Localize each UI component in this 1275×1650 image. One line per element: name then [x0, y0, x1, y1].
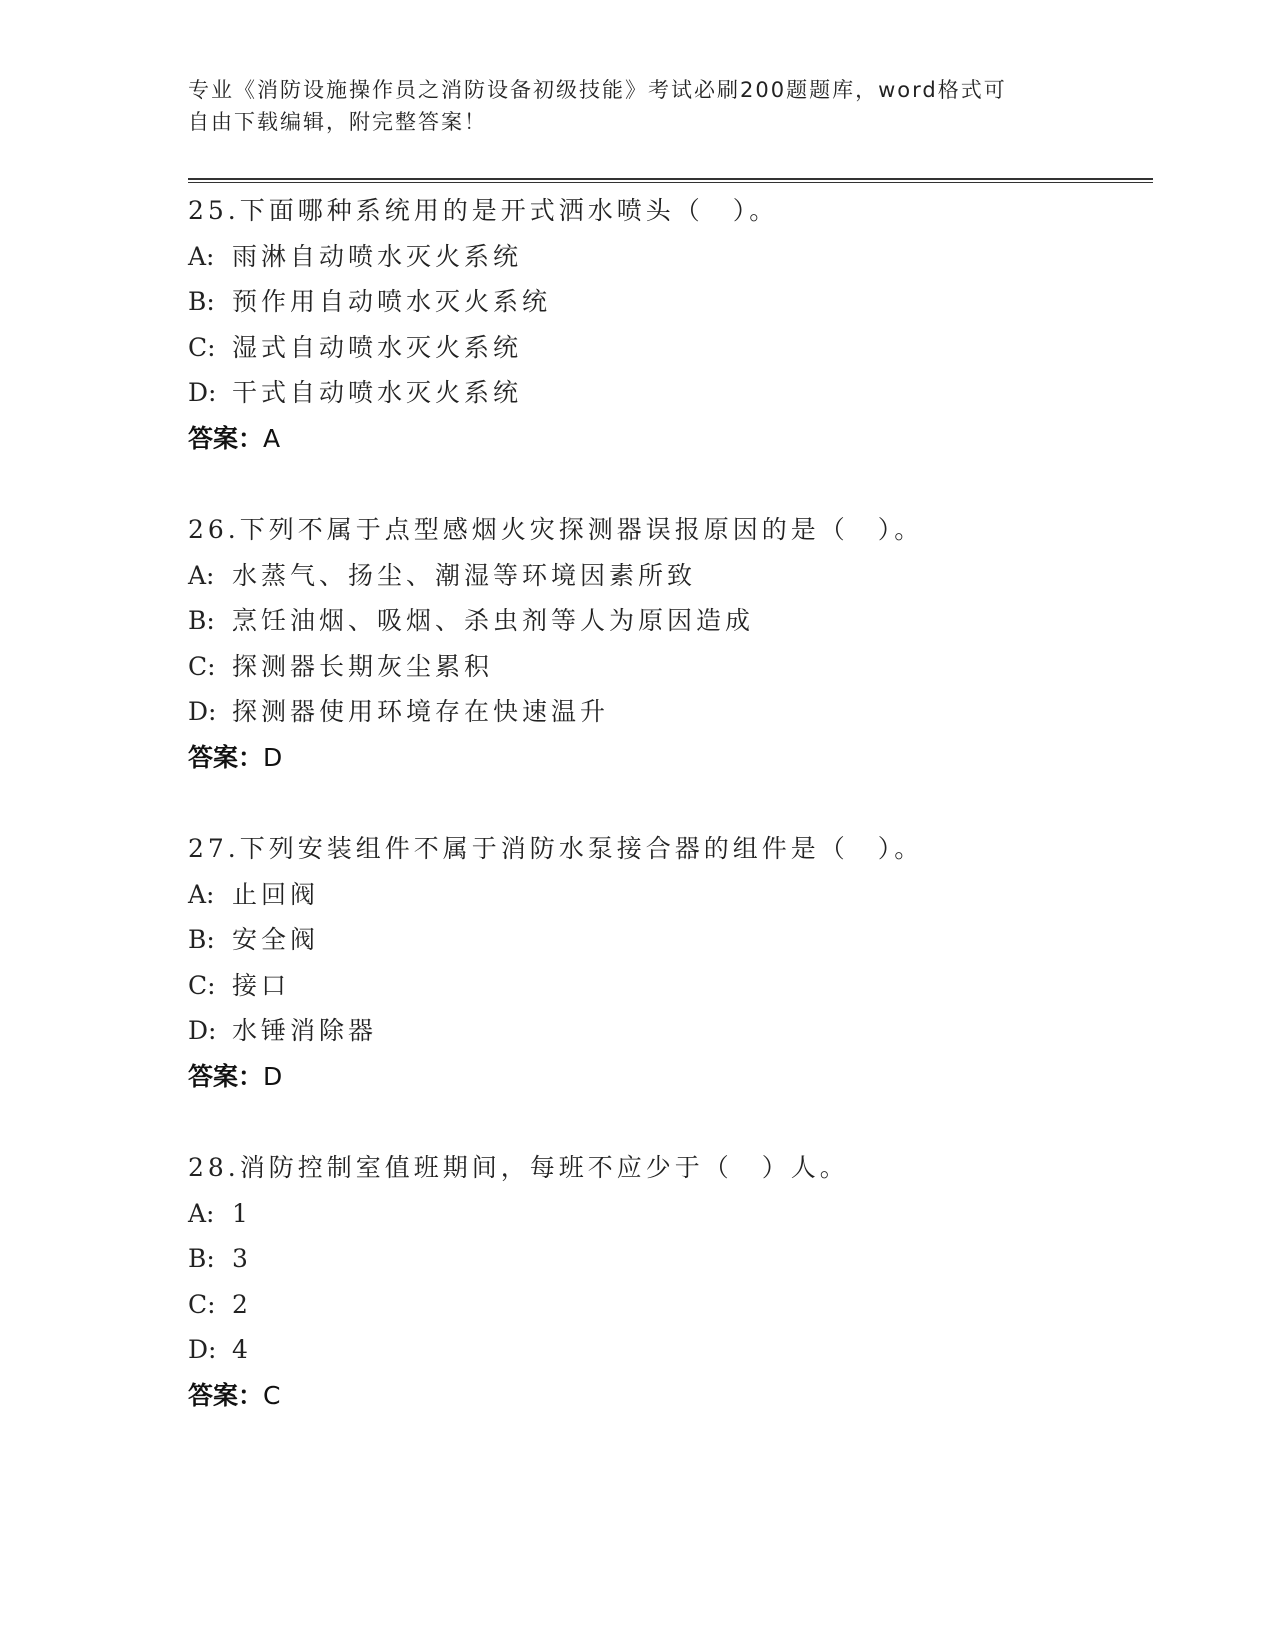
option-letter: D:: [188, 697, 217, 726]
question-stem: 28.消防控制室值班期间，每班不应少于（ ）人。: [188, 1153, 849, 1182]
option-text: 水蒸气、扬尘、潮湿等环境因素所致: [232, 560, 697, 590]
header-line-1: 专业《消防设施操作员之消防设备初级技能》考试必刷200题题库，word格式可: [188, 78, 1007, 102]
option-text: 止回阀: [232, 879, 320, 909]
answer-value: C: [263, 1380, 281, 1410]
option-c: [188, 1282, 1148, 1328]
option-text: 预作用自动喷水灭火系统: [232, 287, 552, 316]
answer-line: [188, 1373, 1148, 1419]
option-text: 接口: [232, 970, 291, 1000]
option-d: [188, 689, 1148, 735]
option-c: [188, 644, 1148, 690]
header-line-2: 自由下载编辑，附完整答案！: [188, 110, 487, 134]
option-b: [188, 279, 1148, 325]
option-letter: D:: [188, 378, 217, 407]
answer-value: A: [263, 423, 281, 453]
answer-label: 答案：: [188, 1380, 264, 1410]
option-d: [188, 1327, 1148, 1373]
option-text: 1: [232, 1198, 252, 1228]
header-divider: [188, 178, 1153, 183]
option-letter: B:: [188, 287, 215, 316]
option-letter: A:: [188, 879, 215, 909]
option-text: 水锤消除器: [232, 1016, 378, 1045]
option-letter: D:: [188, 1335, 217, 1364]
answer-line: [188, 1054, 1148, 1100]
option-text: 安全阀: [232, 925, 320, 954]
option-text: 4: [232, 1335, 252, 1364]
option-letter: C:: [188, 1289, 216, 1319]
option-letter: B:: [188, 606, 215, 635]
question-stem: 26.下列不属于点型感烟火灾探测器误报原因的是（ ）。: [188, 515, 924, 544]
answer-value: D: [263, 742, 283, 772]
question-25: [188, 188, 1148, 461]
answer-value: D: [263, 1061, 283, 1091]
answer-line: [188, 735, 1148, 781]
option-text: 探测器使用环境存在快速温升: [232, 697, 610, 726]
option-letter: A:: [188, 1198, 215, 1228]
option-letter: C:: [188, 332, 216, 362]
answer-line: [188, 416, 1148, 462]
option-letter: B:: [188, 925, 215, 954]
option-text: 烹饪油烟、吸烟、杀虫剂等人为原因造成: [232, 606, 755, 635]
option-text: 2: [232, 1289, 252, 1319]
option-b: [188, 1236, 1148, 1282]
option-d: [188, 370, 1148, 416]
document-header: [188, 74, 1068, 138]
option-letter: C:: [188, 970, 216, 1000]
question-27: [188, 826, 1148, 1099]
option-text: 干式自动喷水灭火系统: [232, 378, 523, 407]
option-b: [188, 917, 1148, 963]
option-text: 雨淋自动喷水灭火系统: [232, 241, 523, 271]
option-c: [188, 963, 1148, 1009]
option-letter: A:: [188, 241, 215, 271]
option-a: [188, 553, 1148, 599]
option-text: 探测器长期灰尘累积: [232, 651, 494, 681]
option-text: 3: [232, 1244, 252, 1273]
option-c: [188, 325, 1148, 371]
answer-label: 答案：: [188, 423, 264, 453]
option-letter: A:: [188, 560, 215, 590]
option-letter: D:: [188, 1016, 217, 1045]
option-a: [188, 872, 1148, 918]
option-b: [188, 598, 1148, 644]
option-text: 湿式自动喷水灭火系统: [232, 332, 523, 362]
option-d: [188, 1008, 1148, 1054]
question-stem: 27.下列安装组件不属于消防水泵接合器的组件是（ ）。: [188, 834, 924, 863]
option-a: [188, 234, 1148, 280]
question-list: [188, 188, 1148, 1464]
answer-label: 答案：: [188, 742, 264, 772]
option-letter: B:: [188, 1244, 215, 1273]
question-26: [188, 507, 1148, 780]
option-letter: C:: [188, 651, 216, 681]
answer-label: 答案：: [188, 1061, 264, 1091]
question-28: [188, 1145, 1148, 1418]
option-a: [188, 1191, 1148, 1237]
question-stem: 25.下面哪种系统用的是开式洒水喷头（ ）。: [188, 196, 779, 225]
